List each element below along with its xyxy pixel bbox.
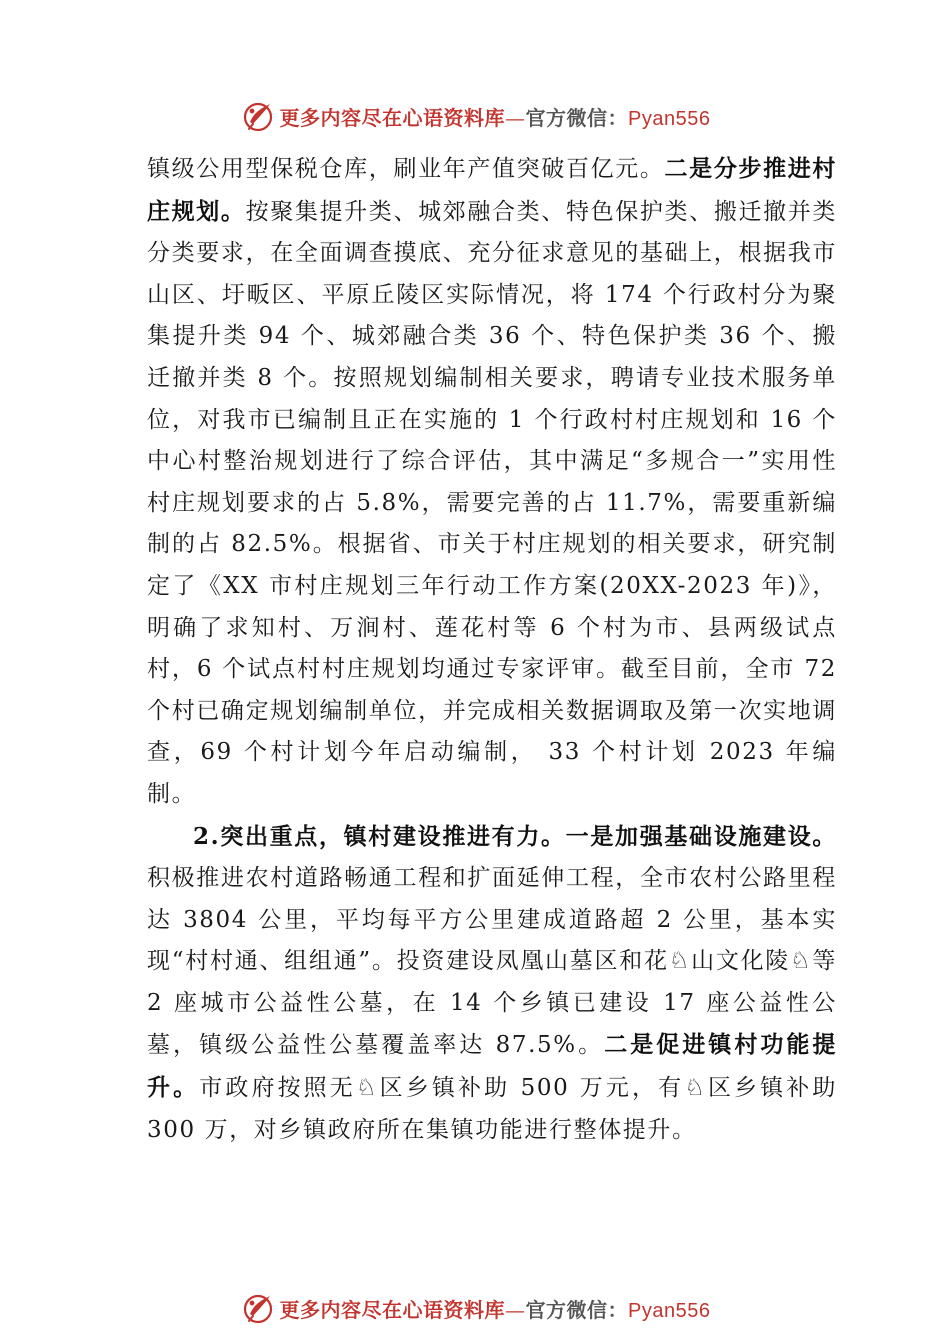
footer-watermark: [0, 1288, 950, 1328]
footer-wechat-label: 官方微信：: [525, 1297, 629, 1322]
brand-logo-icon: [240, 98, 276, 134]
footer-site-name: 更多内容尽在心语资料库: [279, 1297, 506, 1322]
footer-dash: —: [505, 1297, 526, 1322]
bold-heading-run: 2.突出重点，镇村建设推进有力。一是加强基础设施建设。: [193, 822, 837, 850]
text-run: 镇级公用型保税仓库，刷业年产值突破百亿元。: [147, 156, 665, 182]
text-run: 按聚集提升类、城郊融合类、特色保护类、搬迁撤并类分类要求，在全面调查摸底、充分征求意见的基础上，根据我市山区、圩畈区、平原丘陵区实际情况，将 174 个行政村分为聚集提升类 94 个、城郊融合类 36 个、特色保护类 36 个、搬迁撤并类 8 个。按照规划编制相关要求，聘请专业技术服务单位，对我市已编制且正在实施的 1 个行政村村庄规划和 16 个中心村整治规划进行了综合评估，其中满足“多规合一”实用性村庄规划要求的占 5.8%，需要完善的占 11.7%，需要重新编制的占 82.5%。根据省、市关于村庄规划的相关要求，研究制定了《XX 市村庄规划三年行动工作方案(20XX-2023 年)》，明确了求知村、万涧村、莲花村等 6 个村为市、县两级试点村，6 个试点村村庄规划均通过专家评审。截至目前，全市 72 个村已确定规划编制单位，并完成相关数据调取及第一次实地调查，69 个村计划今年启动编制， 33 个村计划 2023 年编制。: [147, 198, 837, 807]
paragraph: [147, 148, 837, 816]
bold-heading-run: 二是分步推进村庄规划。: [147, 155, 837, 225]
header-site-name: 更多内容尽在心语资料库: [279, 105, 506, 130]
header-wechat-id: Pyan556: [628, 107, 711, 130]
text-run: 积极推进农村道路畅通工程和扩面延伸工程，全市农村公路里程达 3804 公里，平均每平方公里建成道路超 2 公里，基本实现“村村通、组组通”。投资建设凤凰山墓区和花♘山文化陵♘等 2 座城市公益性公墓，在 14 个乡镇已建设 17 座公益性公墓，镇级公益性公墓覆盖率达 87.5%。: [147, 865, 837, 1059]
document-body: [147, 148, 837, 1151]
text-run: 市政府按照无♘区乡镇补助 500 万元，有♘区乡镇补助 300 万，对乡镇政府所在集镇功能进行整体提升。: [147, 1075, 837, 1143]
header-watermark: [0, 96, 950, 136]
paragraph: [147, 816, 837, 1152]
footer-wechat-id: Pyan556: [628, 1299, 711, 1322]
header-wechat-label: 官方微信：: [525, 105, 629, 130]
header-dash: —: [505, 105, 526, 130]
bold-heading-run: 二是促进镇村功能提升。: [147, 1031, 837, 1102]
brand-logo-icon: [240, 1290, 276, 1326]
